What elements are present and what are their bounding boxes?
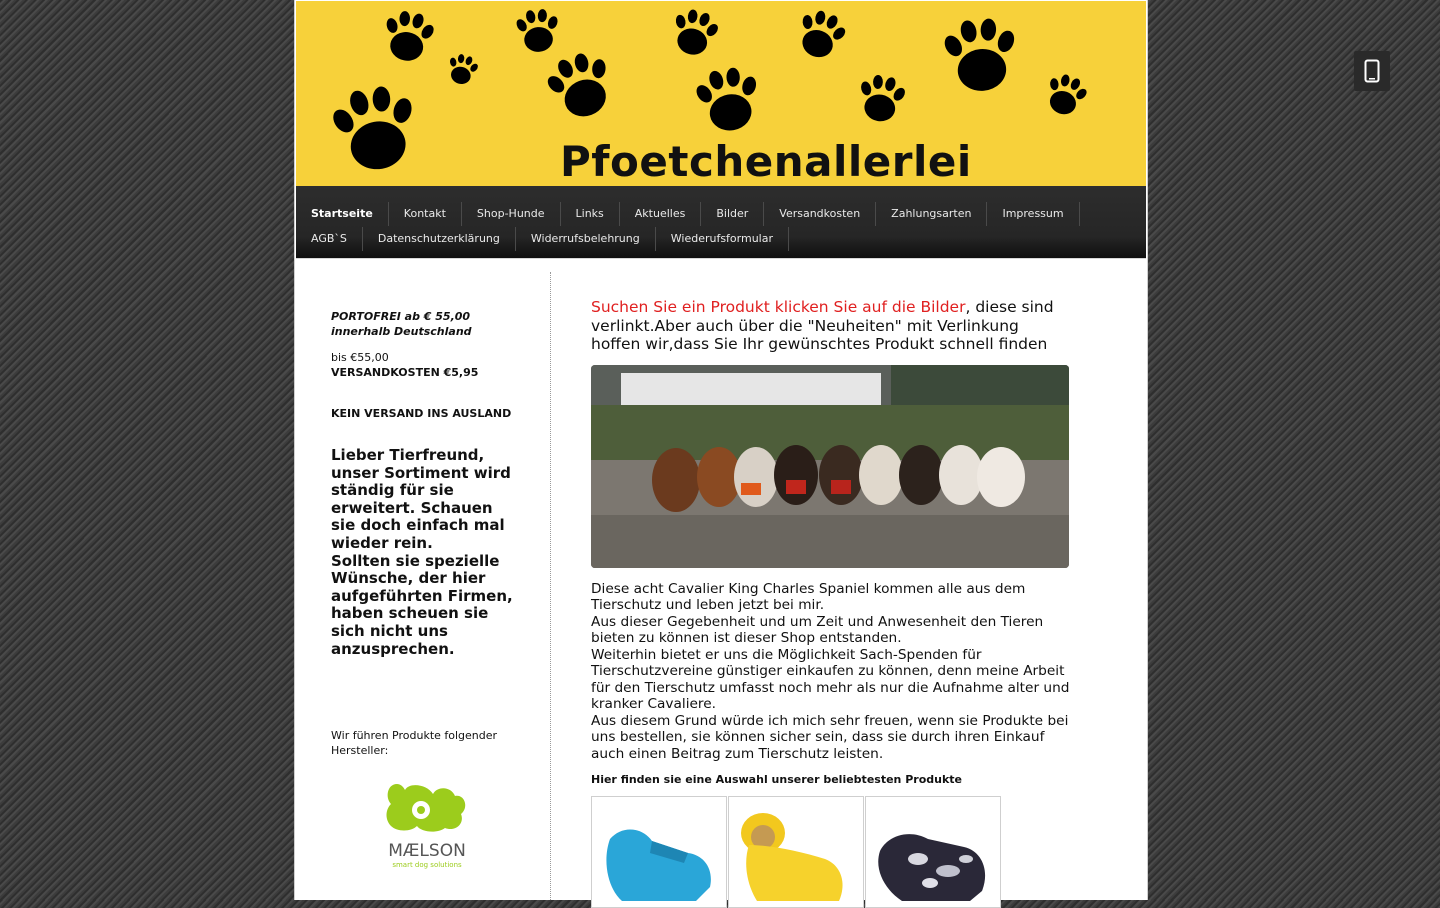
brand-name: MÆLSON — [388, 841, 466, 862]
about-paragraph: Aus dieser Gegebenheit und um Zeit und Anwesenheit den Tieren bieten zu können ist dieser Shop entstanden. — [591, 613, 1044, 646]
popular-products-heading: Hier finden sie eine Auswahl unserer beliebtesten Produkte — [591, 773, 962, 786]
column-divider — [550, 272, 551, 900]
manufacturers-intro: Wir führen Produkte folgender Hersteller: — [331, 729, 498, 758]
nav-item-widerrufsformular[interactable]: Wiederufsformular — [656, 227, 789, 251]
mobile-view-button[interactable] — [1354, 51, 1390, 91]
nav-item-zahlungsarten[interactable]: Zahlungsarten — [876, 202, 987, 226]
shipping-cost: VERSANDKOSTEN €5,95 — [331, 366, 479, 379]
nav-item-versandkosten[interactable]: Versandkosten — [764, 202, 876, 226]
mobile-icon — [1364, 59, 1380, 83]
intro-link-hint[interactable]: Suchen Sie ein Produkt klicken Sie auf die Bilder — [591, 298, 966, 316]
intro-rest: , diese sind verlinkt.Aber auch über die "Neuheiten" mit Verlinkung hoffen wir,dass Sie Ihr gewünschtes Produkt schnell finden — [591, 298, 1054, 353]
nav-item-startseite[interactable]: Startseite — [296, 202, 389, 226]
product-blue-raincoat[interactable] — [591, 796, 727, 908]
site-title[interactable]: Pfoetchenallerlei — [560, 137, 972, 186]
cavalier-dogs-photo — [591, 365, 1069, 568]
nav-row-2 — [296, 227, 789, 251]
shipping-threshold: bis €55,00 — [331, 351, 389, 364]
nav-item-links[interactable]: Links — [561, 202, 620, 226]
product-yellow-raincoat[interactable] — [728, 796, 864, 908]
nav-item-shop-hunde[interactable]: Shop-Hunde — [462, 202, 561, 226]
product-camo-coat[interactable] — [865, 796, 1001, 908]
nav-item-impressum[interactable]: Impressum — [987, 202, 1079, 226]
special-requests-message: Sollten sie spezielle Wünsche, der hier aufgeführten Firmen, haben scheuen sie sich nicht uns anzusprechen. — [331, 551, 513, 658]
nav-item-agb[interactable]: AGB`S — [296, 227, 363, 251]
about-paragraph: Diese acht Cavalier King Charles Spaniel kommen alle aus dem Tierschutz und leben jetzt bei mir. — [591, 580, 1026, 613]
nav-item-kontakt[interactable]: Kontakt — [389, 202, 462, 226]
about-paragraph: Aus diesem Grund würde ich mich sehr freuen, wenn sie Produkte bei uns bestellen, sie können sicher sein, dass sie durch ihren Einkauf auch einen Beitrag zum Tierschutz leisten. — [591, 712, 1069, 762]
main-content — [591, 298, 1071, 908]
about-text — [591, 581, 1071, 763]
page-container — [294, 0, 1148, 900]
about-paragraph: Weiterhin bietet er uns die Möglichkeit Sach-Spenden für Tierschutzvereine günstiger einkaufen zu können, denn meine Arbeit für den Tierschutz umfasst noch mehr als nur die Aufnahme alter und kranker Cavaliere. — [591, 646, 1070, 712]
brand-tagline: smart dog solutions — [392, 861, 462, 870]
intro-text — [591, 298, 1071, 354]
product-gallery — [591, 796, 1071, 908]
welcome-message: Lieber Tierfreund, unser Sortiment wird ständig für sie erweitert. Schauen sie doch einfach mal wieder rein. — [331, 446, 511, 552]
site-header — [296, 1, 1146, 186]
main-navigation — [296, 186, 1146, 259]
sidebar — [331, 300, 513, 876]
nav-item-bilder[interactable]: Bilder — [701, 202, 764, 226]
maelson-logo[interactable] — [377, 776, 513, 876]
nav-item-datenschutz[interactable]: Datenschutzerklärung — [363, 227, 516, 251]
shipping-free-note: PORTOFREI ab € 55,00 innerhalb Deutschland — [331, 310, 472, 338]
nav-row-1 — [296, 202, 1080, 226]
nav-item-widerrufsbelehrung[interactable]: Widerrufsbelehrung — [516, 227, 656, 251]
no-international-shipping: KEIN VERSAND INS AUSLAND — [331, 407, 512, 420]
nav-item-aktuelles[interactable]: Aktuelles — [620, 202, 702, 226]
